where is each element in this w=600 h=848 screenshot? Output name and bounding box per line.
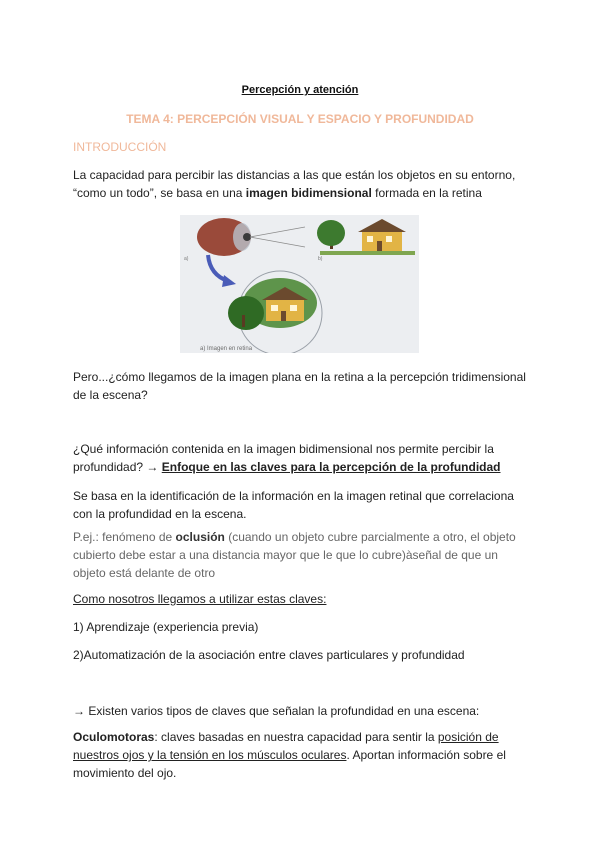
bold-term: Oculomotoras bbox=[73, 730, 155, 744]
chapter-heading: TEMA 4: PERCEPCIÓN VISUAL Y ESPACIO Y PROFUNDIDAD bbox=[126, 112, 474, 126]
text: La capacidad para percibir las distancias a las que están los objetos en su entorno, “como un todo”, se basa en una bbox=[73, 168, 516, 200]
list-item-learning: 1) Aprendizaje (experiencia previa) bbox=[73, 620, 259, 634]
document-title: Percepción y atención bbox=[241, 84, 359, 96]
svg-text:a): a) bbox=[184, 256, 189, 262]
tree-icon bbox=[317, 220, 345, 246]
paragraph-intro bbox=[73, 166, 533, 202]
bold-term: oclusión bbox=[175, 530, 225, 544]
svg-text:b): b) bbox=[318, 256, 323, 262]
paragraph-oculomotor bbox=[73, 728, 533, 782]
list-item-automation: 2)Automatización de la asociación entre claves particulares y profundidad bbox=[73, 648, 465, 662]
paragraph-occlusion-example bbox=[73, 528, 533, 582]
bold-term: imagen bidimensional bbox=[245, 186, 372, 200]
emphasis-link-text: Enfoque en las claves para la percepción de la profundidad bbox=[161, 460, 501, 474]
underlined-text: posición de nuestros ojos y la tensión en los músculos oculares bbox=[73, 730, 499, 762]
paragraph-identification: Se basa en la identificación de la información en la imagen retinal que correlaciona con la profundidad en la escena. bbox=[73, 489, 514, 521]
paragraph-question-retina: Pero...¿cómo llegamos de la imagen plana en la retina a la percepción tridimensional de la escena? bbox=[73, 370, 526, 402]
text: formada en la retina bbox=[371, 186, 482, 200]
text: (cuando un objeto cubre parcialmente a otro, el objeto cubierto debe estar a una distancia mayor que le que lo cubre)àseñal de que un objeto está delante de otro bbox=[73, 530, 516, 580]
text: : claves basadas en nuestra capacidad para sentir la bbox=[154, 730, 438, 744]
text: . Aportan información sobre el movimiento del ojo. bbox=[73, 748, 506, 780]
figure-caption: a) Imagen en retina bbox=[200, 346, 253, 352]
eye-retina-figure bbox=[180, 215, 419, 353]
paragraph-how-we-use: Como nosotros llegamos a utilizar estas claves: bbox=[73, 592, 327, 606]
text: ¿Qué información contenida en la imagen bidimensional nos permite percibir la profundidad? → bbox=[73, 442, 494, 474]
paragraph-depth-question bbox=[73, 440, 533, 476]
section-heading: INTRODUCCIÓN bbox=[73, 140, 167, 154]
text: P.ej.: fenómeno de bbox=[73, 530, 176, 544]
paragraph-depth-cues: → Existen varios tipos de claves que señalan la profundidad en una escena: bbox=[73, 704, 480, 718]
eye-house-illustration bbox=[180, 215, 419, 353]
